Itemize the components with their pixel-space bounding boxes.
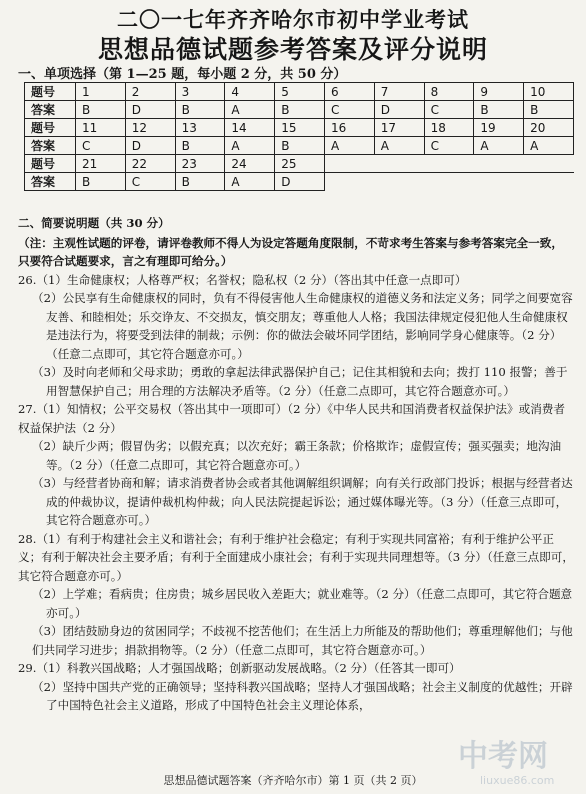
watermark-logo — [450, 732, 580, 790]
watermark-line2: liuxue86.com — [480, 774, 555, 787]
question-number-cell: 17 — [374, 119, 424, 137]
answer-paragraph: （3）及时向老师和父母求助；勇敢的拿起法律武器保护自己；记住其相貌和去向；拨打 110 报警；善于用智慧保护自己；用合理的方法解决矛盾等。（2 分）（任意二点即可，其它符合题意亦可。） — [32, 365, 568, 398]
answer-cell: B — [275, 137, 325, 155]
answer-cell: D — [125, 101, 175, 119]
question-number-cell: 21 — [76, 155, 126, 173]
question-number-cell: 15 — [275, 119, 325, 137]
answer-paragraph: （2）公民享有生命健康权的同时，负有不得侵害他人生命健康权的道德义务和法定义务；同学之间要宽容友善、和睦相处；乐交诤友、不交损友，慎交朋友；尊重他人人格；我国法律规定侵犯他人生命健康权是违法行为，将要受到法律的制裁；示例：你的做法会破坏同学团结，影响同学身心健康等。（2 分）（任意二点即可，其它符合题意亦可。） — [32, 291, 573, 361]
question-number-cell: 5 — [275, 83, 325, 101]
answer-cell: C — [125, 173, 175, 191]
question-number-cell: 25 — [275, 155, 325, 173]
question-number-cell: 16 — [324, 119, 374, 137]
exam-title: 二〇一七年齐齐哈尔市初中学业考试 — [117, 7, 469, 32]
answer-label-cell: 答案 — [25, 173, 76, 191]
answer-cell: B — [175, 101, 225, 119]
question-number-cell: 20 — [524, 119, 574, 137]
question-number-cell: 1 — [76, 83, 126, 101]
answer-row — [25, 101, 574, 119]
answer-cell: B — [175, 173, 225, 191]
question-number-cell: 12 — [125, 119, 175, 137]
empty-cell — [524, 155, 574, 173]
answer-cell: B — [275, 101, 325, 119]
question-number-cell: 4 — [225, 83, 275, 101]
answer-cell: A — [474, 137, 524, 155]
answer-label-cell: 答案 — [25, 101, 76, 119]
answer-title: 思想品德试题参考答案及评分说明 — [97, 35, 488, 64]
answer-cell: D — [125, 137, 175, 155]
answer-paragraph: （3）与经营者协商和解；请求消费者协会或者其他调解组织调解；向有关行政部门投诉；根据与经营者达成的仲裁协议，提请仲裁机构仲裁；向人民法院提起诉讼；通过媒体曝光等。（3 分）（任意三点即可，其它符合题意亦可。） — [32, 476, 573, 527]
answer-paragraph: （2）坚持中国共产党的正确领导；坚持科教兴国战略；坚持人才强国战略；社会主义制度的优越性；开辟了中国特色社会主义道路，形成了中国特色社会主义理论体系， — [32, 679, 573, 712]
question-number-cell: 23 — [175, 155, 225, 173]
empty-cell — [424, 173, 474, 191]
answer-cell: B — [175, 137, 225, 155]
question-number-cell: 8 — [424, 83, 474, 101]
empty-cell — [524, 173, 574, 191]
question-number-cell: 9 — [474, 83, 524, 101]
answer-cell: B — [524, 101, 574, 119]
question-number-cell: 10 — [524, 83, 574, 101]
empty-cell — [474, 173, 524, 191]
question-number-row — [25, 119, 574, 137]
question-number-cell: 18 — [424, 119, 474, 137]
empty-cell — [324, 155, 374, 173]
answer-paragraph: （2）上学难；看病贵；住房贵；城乡居民收入差距大；就业难等。（2 分）（任意二点即可，其它符合题意亦可。） — [32, 587, 573, 620]
answer-paragraph: 27.（1）知情权；公平交易权（答出其中一项即可）（2 分）《中华人民共和国消费者权益保护法》或消费者权益保护法（2 分） — [18, 402, 565, 435]
section1-heading: 一、单项选择（第 1—25 题，每小题 2 分，共 50 分） — [18, 67, 347, 82]
question-label-cell: 题号 — [25, 155, 76, 173]
question-number-row — [25, 155, 574, 173]
empty-cell — [324, 173, 374, 191]
answer-cell: D — [275, 173, 325, 191]
question-number-cell: 2 — [125, 83, 175, 101]
answer-row — [25, 173, 574, 191]
answer-paragraphs — [18, 271, 574, 715]
answer-cell: A — [374, 137, 424, 155]
question-number-cell: 13 — [175, 119, 225, 137]
question-number-cell: 24 — [225, 155, 275, 173]
question-number-cell: 11 — [76, 119, 126, 137]
answer-cell: A — [524, 137, 574, 155]
question-label-cell: 题号 — [25, 119, 76, 137]
answer-row — [25, 137, 574, 155]
answer-cell: C — [424, 101, 474, 119]
answer-cell: A — [225, 137, 275, 155]
answer-paragraph: 28.（1）有利于构建社会主义和谐社会；有利于维护社会稳定；有利于实现共同富裕；有利于维护公平正义；有利于解决社会主要矛盾；有利于全面建成小康社会；有利于实现共同理想等。（3 分）（任意三点即可，其它符合题意亦可。） — [18, 531, 574, 583]
empty-cell — [474, 155, 524, 173]
question-number-row — [25, 83, 574, 101]
answer-cell: A — [225, 101, 275, 119]
watermark-line1: 中考网 — [458, 739, 548, 774]
page-footer: 思想品德试题答案（齐齐哈尔市）第 1 页（共 2 页） — [163, 774, 423, 787]
answer-cell: C — [424, 137, 474, 155]
answer-paragraph: 26.（1）生命健康权；人格尊严权；名誉权；隐私权（2 分）（答出其中任意一点即可） — [18, 272, 467, 287]
answer-cell: A — [225, 173, 275, 191]
answer-label-cell: 答案 — [25, 137, 76, 155]
answer-table — [24, 82, 574, 191]
grading-note: （注：主观性试题的评卷，请评卷教师不得人为设定答题角度限制，不苛求考生答案与参考答案完全一致，只要符合试题要求，言之有理即可给分。） — [18, 235, 563, 268]
question-number-cell: 19 — [474, 119, 524, 137]
answer-cell: B — [474, 101, 524, 119]
question-number-cell: 6 — [324, 83, 374, 101]
answer-paragraph: 29.（1）科教兴国战略；人才强国战略；创新驱动发展战略。（2 分）（任答其一即可） — [18, 661, 461, 675]
question-number-cell: 7 — [374, 83, 424, 101]
answer-paragraph: （2）缺斤少两；假冒伪劣；以假充真；以次充好；霸王条款；价格欺诈；虚假宣传；强买强卖；地沟油等。（2 分）（任意二点即可，其它符合题意亦可。） — [32, 439, 562, 472]
empty-cell — [374, 155, 424, 173]
answer-cell: A — [324, 137, 374, 155]
answer-cell: C — [324, 101, 374, 119]
question-number-cell: 3 — [175, 83, 225, 101]
empty-cell — [374, 173, 424, 191]
section2-heading: 二、简要说明题（共 30 分） — [18, 216, 170, 230]
question-number-cell: 22 — [125, 155, 175, 173]
answer-paragraph: （3）团结鼓励身边的贫困同学；不歧视不挖苦他们；在生活上力所能及的帮助他们；尊重理解他们；与他们共同学习进步；捐款捐物等。（2 分）（任意二点即可，其它符合题意亦可。） — [32, 624, 573, 657]
answer-cell: B — [76, 101, 126, 119]
question-label-cell: 题号 — [25, 83, 76, 101]
document-body — [18, 214, 574, 715]
empty-cell — [424, 155, 474, 173]
answer-cell: C — [76, 137, 126, 155]
answer-cell: D — [374, 101, 424, 119]
question-number-cell: 14 — [225, 119, 275, 137]
answer-cell: B — [76, 173, 126, 191]
